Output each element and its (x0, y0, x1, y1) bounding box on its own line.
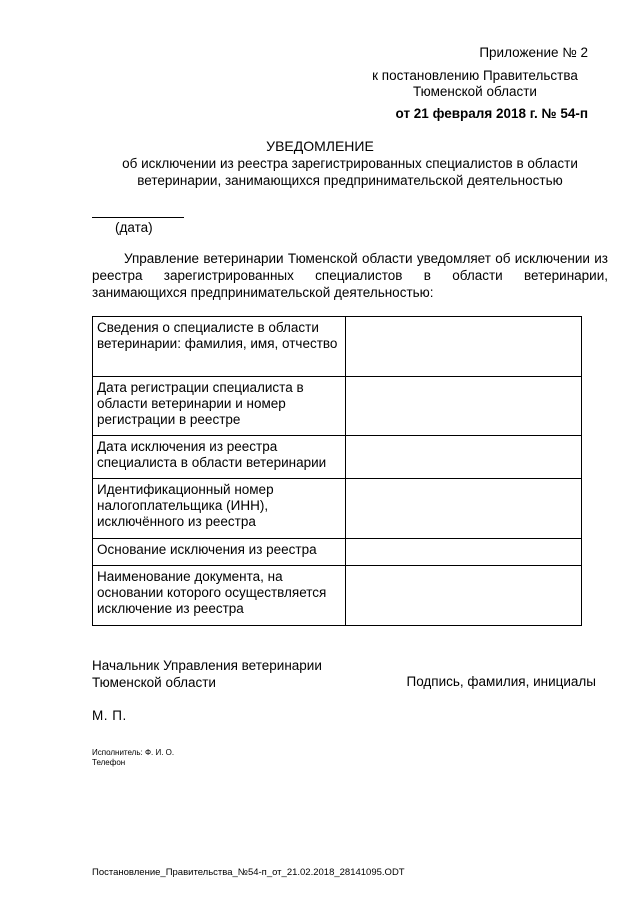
decree-reference-line1: к постановлению Правительства (372, 68, 578, 83)
document-title: УВЕДОМЛЕНИЕ (266, 138, 374, 154)
signatory-position-line1: Начальник Управления ветеринарии (92, 658, 322, 673)
table-row-value[interactable] (346, 479, 582, 539)
table-row (93, 317, 582, 377)
decree-reference (360, 68, 590, 100)
table-row-value[interactable] (346, 539, 582, 566)
subtitle-line2: ветеринарии, занимающихся предпринимательской деятельностью (137, 173, 563, 188)
subtitle-line1: об исключении из реестра зарегистрированных специалистов в области (122, 156, 578, 171)
decree-date: от 21 февраля 2018 г. № 54-п (395, 106, 588, 121)
appendix-number: Приложение № 2 (479, 45, 588, 60)
info-table (92, 316, 582, 626)
table-row-label: Основание исключения из реестра (93, 539, 346, 566)
table-row (93, 377, 582, 436)
document-subtitle (100, 155, 600, 189)
table-row (93, 436, 582, 479)
body-paragraph-text: Управление ветеринарии Тюменской области уведомляет об исключении из реестра зарегистрированных специалистов в области ветеринарии, занимающихся предпринимательской деятельностью: (92, 251, 608, 300)
table-row-value[interactable] (346, 436, 582, 479)
stamp-place: М. П. (92, 708, 127, 723)
executor-name: Исполнитель: Ф. И. О. (92, 748, 175, 757)
table-row (93, 566, 582, 626)
table-row (93, 539, 582, 566)
signature-label: Подпись, фамилия, инициалы (406, 674, 596, 689)
decree-reference-line2: Тюменской области (413, 84, 537, 99)
signatory-position-line2: Тюменской области (92, 675, 216, 690)
signatory-position (92, 657, 322, 691)
file-footer: Постановление_Правительства_№54-п_от_21.02.2018_28141095.ODT (92, 867, 405, 878)
executor-phone: Телефон (92, 758, 126, 767)
table-row (93, 479, 582, 539)
table-row-label: Сведения о специалисте в области ветеринарии: фамилия, имя, отчество (93, 317, 346, 377)
table-row-label: Идентификационный номер налогоплательщика (ИНН), исключённого из реестра (93, 479, 346, 539)
date-label: (дата) (115, 220, 153, 235)
table-row-value[interactable] (346, 566, 582, 626)
body-paragraph (92, 250, 608, 301)
table-row-value[interactable] (346, 377, 582, 436)
executor-info (92, 748, 174, 768)
table-row-label: Дата регистрации специалиста в области ветеринарии и номер регистрации в реестре (93, 377, 346, 436)
table-row-label: Дата исключения из реестра специалиста в области ветеринарии (93, 436, 346, 479)
table-row-value[interactable] (346, 317, 582, 377)
table-row-label: Наименование документа, на основании которого осуществляется исключение из реестра (93, 566, 346, 626)
date-underline (92, 217, 184, 218)
